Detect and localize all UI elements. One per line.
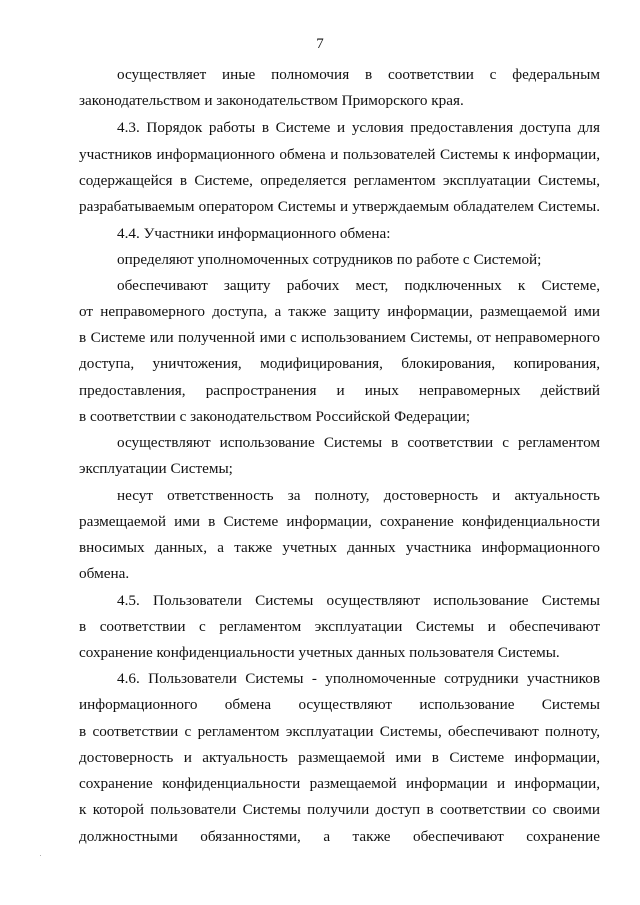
- text-line: 4.6. Пользователи Системы - уполномоченные сотрудники участников: [117, 670, 600, 687]
- scan-artifact: [40, 855, 41, 856]
- text-line: вносимых данных, а также учетных данных участника информационного: [79, 539, 600, 556]
- text-line: предоставления, распространения и иных неправомерных действий: [79, 382, 600, 399]
- page-number: 7: [316, 36, 324, 52]
- text-line: обмена.: [79, 565, 130, 582]
- text-line: должностными обязанностями, а также обеспечивают сохранение: [79, 828, 600, 845]
- text-line: к которой пользователи Системы получили доступ в соответствии со своими: [79, 801, 600, 818]
- text-line: размещаемой ими в Системе информации, сохранение конфиденциальности: [79, 513, 600, 530]
- text-line: осуществляет иные полномочия в соответствии с федеральным: [117, 66, 600, 83]
- text-line: доступа, уничтожения, модифицирования, блокирования, копирования,: [79, 355, 600, 372]
- text-line: несут ответственность за полноту, достоверность и актуальность: [117, 487, 600, 504]
- text-line: обеспечивают защиту рабочих мест, подключенных к Системе,: [117, 277, 600, 294]
- text-line: определяют уполномоченных сотрудников по работе с Системой;: [117, 251, 542, 268]
- text-line: законодательством и законодательством Приморского края.: [79, 92, 464, 109]
- text-line: в соответствии с регламентом эксплуатации Системы, обеспечивают полноту,: [79, 723, 600, 740]
- text-line: от неправомерного доступа, а также защиту информации, размещаемой ими: [79, 303, 600, 320]
- text-line: 4.3. Порядок работы в Системе и условия предоставления доступа для: [117, 119, 600, 136]
- text-line: в соответствии с регламентом эксплуатации Системы и обеспечивают: [79, 618, 600, 635]
- text-line: осуществляют использование Системы в соответствии с регламентом: [117, 434, 600, 451]
- text-line: 4.5. Пользователи Системы осуществляют использование Системы: [117, 592, 600, 609]
- text-line: в соответствии с законодательством Российской Федерации;: [79, 408, 471, 425]
- text-line: содержащейся в Системе, определяется регламентом эксплуатации Системы,: [79, 172, 600, 189]
- text-line: достоверность и актуальность размещаемой ими в Системе информации,: [79, 749, 600, 766]
- text-line: эксплуатации Системы;: [79, 460, 233, 477]
- text-line: в Системе или полученной ими с использованием Системы, от неправомерного: [79, 329, 600, 346]
- text-line: сохранение конфиденциальности учетных данных пользователя Системы.: [79, 644, 560, 661]
- text-line: 4.4. Участники информационного обмена:: [117, 225, 391, 242]
- text-line: разрабатываемым оператором Системы и утверждаемым обладателем Системы.: [79, 198, 600, 215]
- text-line: сохранение конфиденциальности размещаемой информации и информации,: [79, 775, 600, 792]
- text-line: информационного обмена осуществляют использование Системы: [79, 696, 600, 713]
- text-line: участников информационного обмена и пользователей Системы к информации,: [79, 146, 600, 163]
